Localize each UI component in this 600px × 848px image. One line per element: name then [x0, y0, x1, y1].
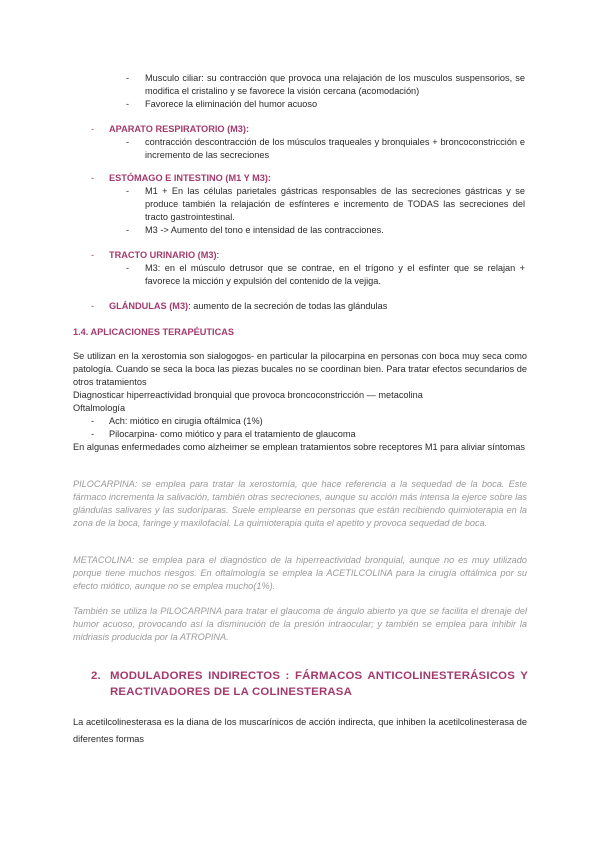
- bullet-dash: -: [126, 99, 130, 109]
- bullet-dash: -: [126, 186, 130, 196]
- note-pilocarpina: PILOCARPINA: se emplea para tratar la xerostomía, que hace referencia a la sequedad de la boca. Este fármaco incrementa la salivación, también otras secreciones, aunque su acción más intensa la ejerce sobre las glándulas salivares y las sudoríparas. Suele emplearse en personas que están recibiendo quimioterapia en la zona de la boca, faringe y maxilofacial. La quimioterapia quita el apetito y provoca sequedad de boca.: [73, 479, 527, 528]
- bullet-m3: M3 -> Aumento del tono e intensidad de las contracciones.: [145, 225, 384, 235]
- section-number-2: 2.: [91, 670, 101, 682]
- section-title-2-line2: REACTIVADORES DE LA COLINESTERASA: [110, 686, 353, 698]
- bullet-ciliary-muscle: Musculo ciliar: su contracción que provoca una relajación de los musculos suspensorios, se modifica el cristalino y se favorece la visión cercana (acomodación): [145, 73, 525, 96]
- section-dash: -: [91, 124, 95, 134]
- paragraph-alzheimer: En algunas enfermedades como alzheimer se emplean tratamientos sobre receptores M1 para aliviar síntomas: [73, 442, 525, 452]
- paragraph-xerostomia: Se utilizan en la xerostomia son sialogogos- en particular la pilocarpina en personas con boca muy seca como patología. Cuando se seca la boca las piezas bucales no se coordinan bien. Para tratar efectos secundarios de otros tratamientos: [73, 351, 527, 387]
- section-dash: -: [91, 173, 95, 183]
- bullet-m1: M1 + En las células parietales gástricas responsables de las secreciones gástricas y se produce también la relajación de esfínteres e incremento de TODAS las secreciones del tracto gastrointestinal.: [145, 186, 525, 222]
- note-metacolina: METACOLINA: se emplea para el diagnóstico de la hiperreactividad bronquial, aunque no es muy utilizado porque tiene muchos riesgos. En oftalmología se emplea la ACETILCOLINA para la cirugía oftálmica por su efecto miótico, aunque no se emplea mucho(1%).: [73, 555, 527, 591]
- bullet-urinario: M3: en el músculo detrusor que se contrae, en el trígono y el esfínter que se relajan + favorece la micción y expulsión del contenido de la vejiga.: [145, 263, 525, 286]
- glandulas-text: : aumento de la secreción de todas las glándulas: [188, 301, 388, 311]
- bullet-pilocarpina: Pilocarpina- como miótico y para el tratamiento de glaucoma: [109, 429, 356, 439]
- heading-urinario-line: [109, 249, 219, 262]
- bullet-dash: -: [126, 73, 130, 83]
- section-dash: -: [91, 250, 95, 260]
- section-title-2-line1: MODULADORES INDIRECTOS : FÁRMACOS ANTICOLINESTERÁSICOS Y: [110, 670, 528, 682]
- heading-respiratorio: APARATO RESPIRATORIO (M3):: [109, 124, 250, 134]
- bullet-dash: -: [126, 225, 130, 235]
- heading-urinario-colon: :: [216, 250, 220, 260]
- bullet-aqueous-humor: Favorece la eliminación del humor acuoso: [145, 99, 318, 109]
- line-oftalmologia: Oftalmología: [73, 403, 126, 413]
- bullet-dash: -: [91, 416, 95, 426]
- glandulas-line: [109, 300, 529, 313]
- heading-estomago: ESTÓMAGO E INTESTINO (M1 Y M3):: [109, 173, 271, 183]
- bullet-ach: Ach: miótico en cirugia oftálmica (1%): [109, 416, 263, 426]
- bullet-dash: -: [91, 429, 95, 439]
- line-metacolina: Diagnosticar hiperreactividad bronquial que provoca broncoconstricción — metacolina: [73, 390, 423, 400]
- heading-glandulas: GLÁNDULAS (M3): [109, 301, 189, 311]
- bullet-dash: -: [126, 137, 130, 147]
- section-title-1-4: 1.4. APLICACIONES TERAPÉUTICAS: [73, 327, 234, 337]
- paragraph-acetilcolinesterasa: La acetilcolinesterasa es la diana de los muscarínicos de acción indirecta, que inhiben la acetilcolinesterasa de diferentes formas: [73, 717, 527, 744]
- section-dash: -: [91, 301, 95, 311]
- bullet-dash: -: [126, 263, 130, 273]
- note-glaucoma: También se utiliza la PILOCARPINA para tratar el glaucoma de ángulo abierto ya que se facilita el drenaje del humor acuoso, provocando así la disminución de la presión intraocular; y también se emplea para inhibir la midriasis producida por la ATROPINA.: [73, 606, 527, 642]
- bullet-respiratorio: contracción descontracción de los músculos traqueales y bronquiales + broncoconstricción e incremento de las secreciones: [145, 137, 525, 160]
- heading-urinario: TRACTO URINARIO (M3): [109, 250, 217, 260]
